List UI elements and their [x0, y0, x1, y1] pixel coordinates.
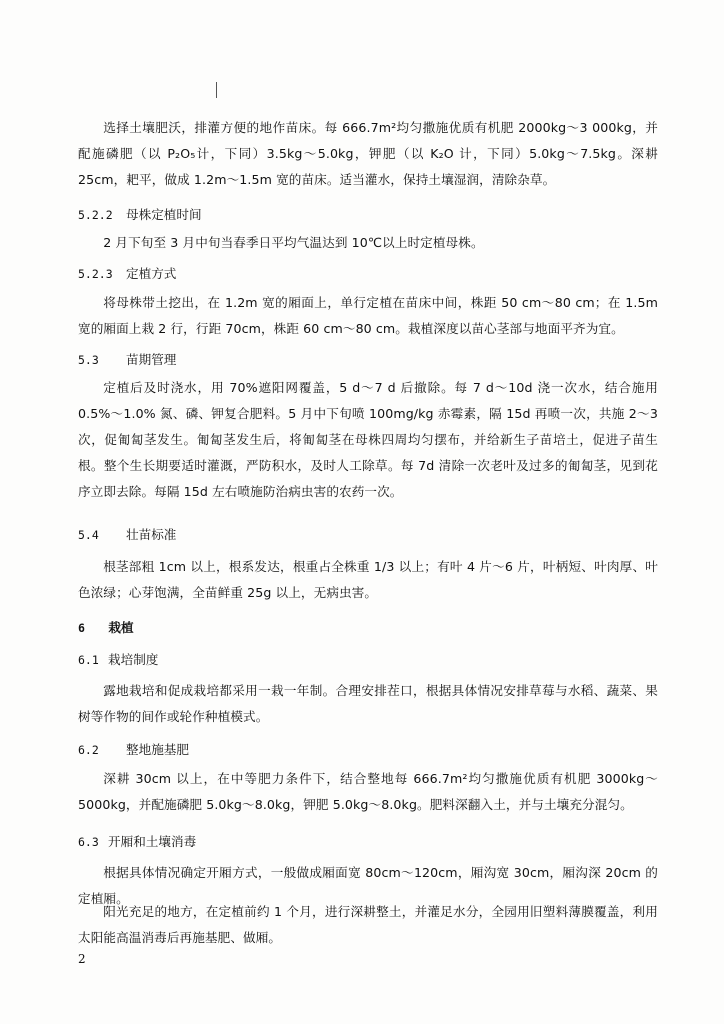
- paragraph-ridge-method: 根据具体情况确定开厢方式，一般做成厢面宽 80cm～120cm，厢沟宽 30cm，厢沟深 20cm 的定植厢。: [78, 865, 658, 906]
- heading-number: 5.3: [78, 353, 99, 367]
- heading-title: 整地施基肥: [126, 742, 189, 757]
- heading-number: 6: [78, 621, 85, 635]
- heading-number: 6.2: [78, 743, 99, 757]
- paragraph-land-preparation: 深耕 30cm 以上，在中等肥力条件下，结合整地每 666.7m²均匀撒施优质有机肥 3000kg～5000kg，并配施磷肥 5.0kg～8.0kg，钾肥 5.0kg～8.0kg。肥料深翻入土，并与土壤充分混匀。: [78, 771, 658, 812]
- heading-title: 苗期管理: [126, 352, 177, 367]
- paragraph-seedling-management: 定植后及时浇水，用 70%遮阳网覆盖，5 d～7 d 后撤除。每 7 d～10d 浇一次水，结合施用 0.5%～1.0% 氮、磷、钾复合肥料。5 月中下旬喷 100mg/kg 赤霉素，隔 15d 再喷一次，共施 2～3 次，促匍匐茎发生。匍匐茎发生后，将匍匐茎在母株四周均匀摆布，并给新生子苗培土，促进子苗生根。整个生长期要适时灌溉，严防积水，及时人工除草。每 7d 清除一次老叶及过多的匍匐茎，见到花序立即去除。每隔 15d 左右喷施防治病虫害的农药一次。: [78, 380, 658, 499]
- heading-5-4: [78, 525, 176, 545]
- heading-number: 6.1: [78, 653, 99, 667]
- heading-5-2-3: [78, 264, 176, 284]
- heading-number: 5.4: [78, 528, 99, 542]
- heading-title: 开厢和土壤消毒: [108, 834, 197, 849]
- scan-mark: [216, 82, 217, 98]
- heading-5-2-2: [78, 205, 202, 225]
- heading-5-3: [78, 350, 176, 370]
- paragraph-planting-time: 2 月下旬至 3 月中旬当春季日平均气温达到 10℃以上时定植母株。: [103, 235, 484, 250]
- heading-title: 壮苗标准: [126, 527, 177, 542]
- page-number: 2: [78, 952, 86, 966]
- heading-title: 定植方式: [126, 266, 177, 281]
- heading-title: 母株定植时间: [126, 207, 202, 222]
- paragraph-planting-method: 将母株带土挖出，在 1.2m 宽的厢面上，单行定植在苗床中间，株距 50 cm～80 cm；在 1.5m 宽的厢面上栽 2 行，行距 70cm，株距 60 cm～80 cm。栽植深度以苗心茎部与地面平齐为宜。: [78, 295, 658, 336]
- paragraph-strong-seedling-standard: 根茎部粗 1cm 以上，根系发达，根重占全株重 1/3 以上；有叶 4 片～6 片，叶柄短、叶肉厚、叶色浓绿；心芽饱满，全苗鲜重 25g 以上，无病虫害。: [78, 559, 658, 600]
- paragraph-cultivation-system: 露地栽培和促成栽培都采用一栽一年制。合理安排茬口，根据具体情况安排草莓与水稻、蔬菜、果树等作物的间作或轮作种植模式。: [78, 683, 658, 724]
- heading-6-3: [78, 832, 196, 852]
- heading-6: [78, 618, 134, 638]
- heading-number: 5.2.2: [78, 208, 113, 222]
- heading-6-1: [78, 650, 158, 670]
- heading-number: 6.3: [78, 835, 99, 849]
- paragraph-soil-disinfection: 阳光充足的地方，在定植前约 1 个月，进行深耕整土，并灌足水分，全园用旧塑料薄膜覆盖，利用太阳能高温消毒后再施基肥、做厢。: [78, 904, 658, 945]
- heading-title: 栽植: [108, 620, 134, 635]
- heading-number: 5.2.3: [78, 267, 113, 281]
- heading-6-2: [78, 740, 189, 760]
- heading-title: 栽培制度: [108, 652, 159, 667]
- paragraph-nursery-bed: 选择土壤肥沃，排灌方便的地作苗床。每 666.7m²均匀撒施优质有机肥 2000kg～3 000kg，并配施磷肥（以 P₂O₅计，下同）3.5kg～5.0kg，钾肥（以 K₂O 计，下同）5.0kg～7.5kg。深耕 25cm，耙平，做成 1.2m～1.5m 宽的苗床。适当灌水，保持土壤湿润，清除杂草。: [78, 120, 658, 187]
